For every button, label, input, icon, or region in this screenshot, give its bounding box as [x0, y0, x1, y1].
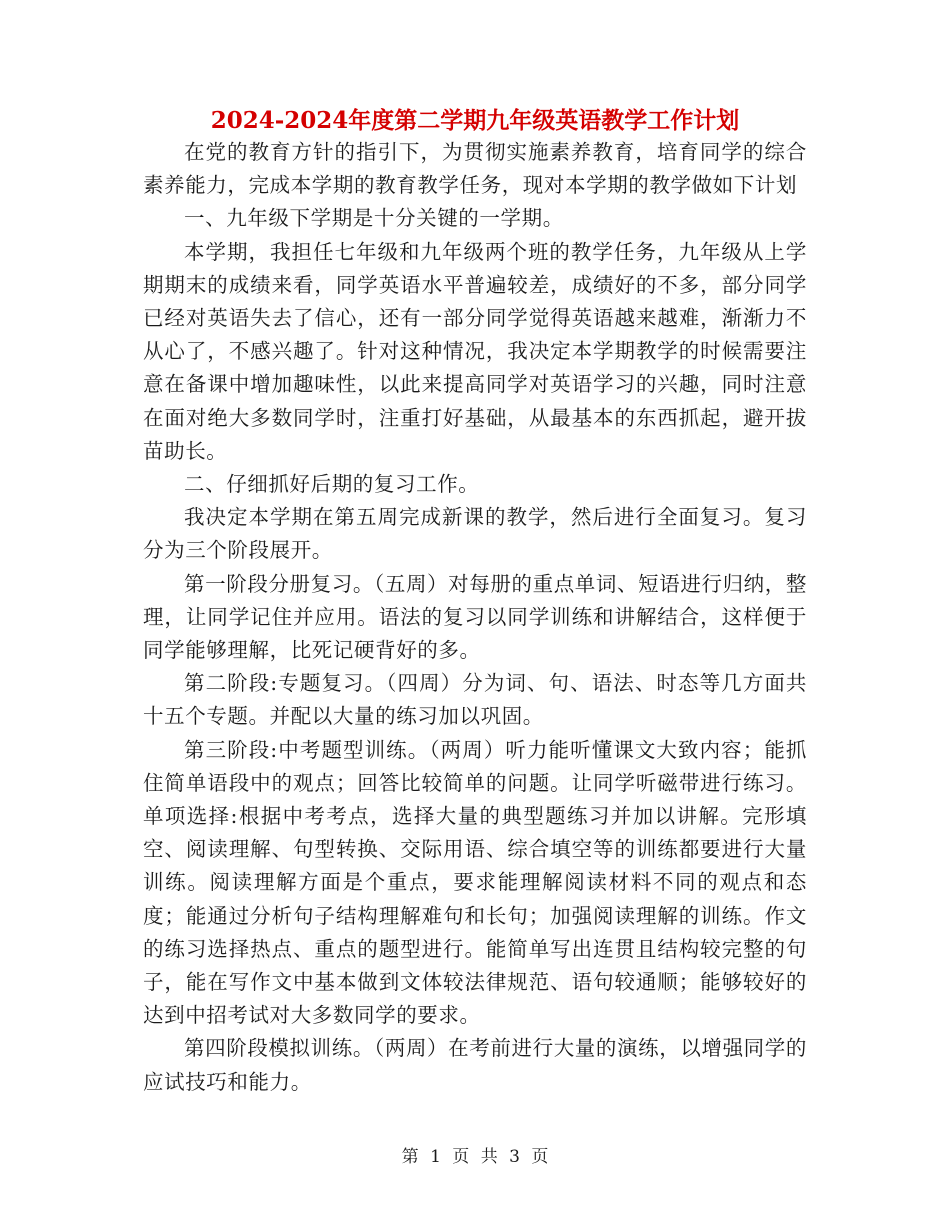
paragraph-stage-2: 第二阶段:专题复习。（四周）分为词、句、语法、时态等几方面共十五个专题。并配以大量的练习加以巩固。 — [143, 671, 807, 729]
paragraph-situation: 本学期，我担任七年级和九年级两个班的教学任务，九年级从上学期期末的成绩来看，同学英语水平普遍较差，成绩好的不多，部分同学已经对英语失去了信心，还有一部分同学觉得英语越来越难，渐渐力不从心了，不感兴趣了。针对这种情况，我决定本学期教学的时候需要注意在备课中增加趣味性，以此来提高同学对英语学习的兴趣，同时注意在面对绝大多数同学时，注重打好基础，从最基本的东西抓起，避开拔苗助长。 — [143, 239, 807, 463]
document-title: 2024-2024年度第二学期九年级英语教学工作计划 — [210, 107, 740, 134]
paragraph-review-plan: 我决定本学期在第五周完成新课的教学，然后进行全面复习。复习分为三个阶段展开。 — [143, 505, 807, 563]
footer-total-pages: 3 — [509, 1147, 520, 1167]
footer-total-prefix: 共 — [480, 1147, 498, 1167]
paragraph-stage-3: 第三阶段:中考题型训练。（两周）听力能听懂课文大致内容；能抓住简单语段中的观点；回答比较简单的问题。让同学听磁带进行练习。单项选择:根据中考考点，选择大量的典型题练习并加以讲解。完形填空、阅读理解、句型转换、交际用语、综合填空等的训练都要进行大量训练。阅读理解方面是个重点，要求能理解阅读材料不同的观点和态度；能通过分析句子结构理解难句和长句；加强阅读理解的训练。作文的练习选择热点、重点的题型进行。能简单写出连贯且结构较完整的句子，能在写作文中基本做到文体较法律规范、语句较通顺；能够较好的达到中招考试对大多数同学的要求。 — [143, 737, 807, 1028]
document-body — [143, 136, 807, 1099]
footer-prefix: 第 — [401, 1147, 419, 1167]
section-heading-2: 二、仔细抓好后期的复习工作。 — [184, 472, 480, 497]
footer-page-word: 页 — [452, 1147, 470, 1167]
paragraph-stage-1: 第一阶段分册复习。（五周）对每册的重点单词、短语进行归纳，整理，让同学记住并应用。语法的复习以同学训练和讲解结合，这样便于同学能够理解，比死记硬背好的多。 — [143, 571, 807, 663]
footer-suffix: 页 — [531, 1147, 549, 1167]
footer-current-page: 1 — [430, 1147, 441, 1167]
section-heading-1: 一、九年级下学期是十分关键的一学期。 — [184, 206, 564, 231]
paragraph-stage-4: 第四阶段模拟训练。（两周）在考前进行大量的演练，以增强同学的应试技巧和能力。 — [143, 1036, 807, 1094]
page-footer — [0, 1145, 950, 1169]
paragraph-intro: 在党的教育方针的指引下，为贯彻实施素养教育，培育同学的综合素养能力，完成本学期的教育教学任务，现对本学期的教学做如下计划 — [143, 140, 807, 198]
